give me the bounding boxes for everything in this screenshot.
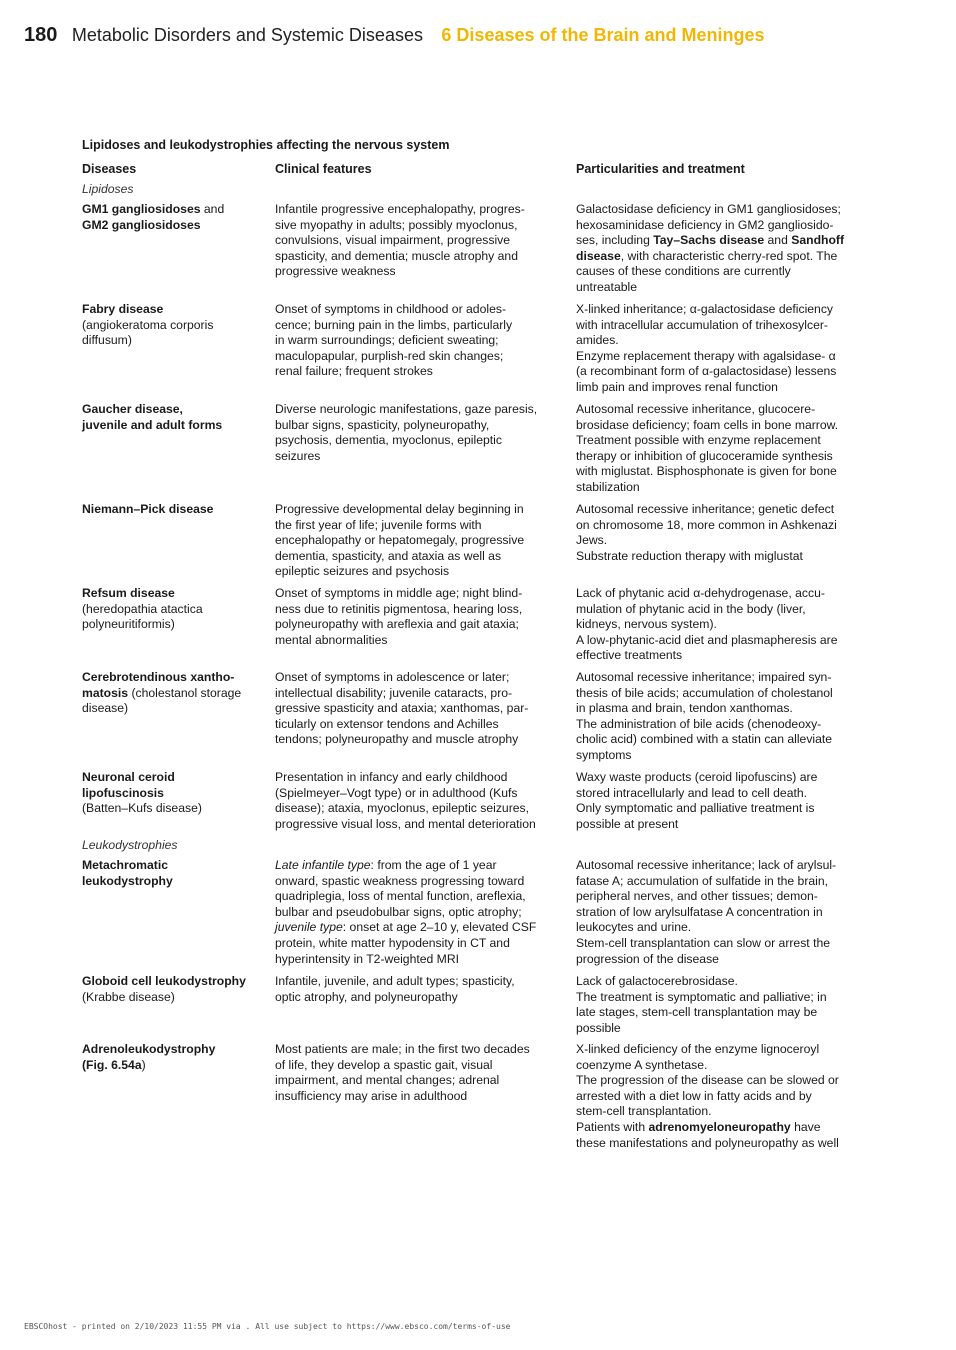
clinical-cell: Progressive developmental delay beginning in the first year of life; juvenile forms with encephalopathy or hepatomegaly, progressive dementia, spasticity, and ataxia as well as epileptic seizures and psychosis <box>275 502 525 579</box>
table-title: Lipidoses and leukodystrophies affecting the nervous system <box>82 138 450 152</box>
column-header-particulars: Particularities and treatment <box>576 162 745 176</box>
disease-cell: Neuronal ceroid lipofuscinosis (Batten–Kufs disease) <box>82 770 202 816</box>
disease-cell: Refsum disease (heredopathia atactica polyneuritiformis) <box>82 586 203 632</box>
particulars-cell: Autosomal recessive inheritance; genetic defect on chromosome 18, more common in Ashkenazi Jews. Substrate reduction therapy with miglustat <box>576 502 837 563</box>
particulars-cell: X-linked deficiency of the enzyme lignoceroyl coenzyme A synthetase. The progression of the disease can be slowed or arrested with a diet low in fatty acids and by stem-cell transplantation. Patients with adrenomyeloneuropathy have these manifestations and polyneuropathy as well <box>576 1042 839 1150</box>
disease-cell: GM1 gangliosidoses and GM2 gangliosidoses <box>82 202 225 232</box>
disease-cell: Cerebrotendinous xantho- matosis (cholestanol storage disease) <box>82 670 242 716</box>
disease-cell: Metachromatic leukodystrophy <box>82 858 173 888</box>
particulars-cell: X-linked inheritance; α-galactosidase deficiency with intracellular accumulation of trihexosylcer- amides. Enzyme replacement therapy with agalsidase- α (a recombinant form of α-galactosidase) lessens limb pain and improves renal function <box>576 302 837 394</box>
disease-cell: Gaucher disease, juvenile and adult forms <box>82 402 223 432</box>
disease-cell: Niemann–Pick disease <box>82 502 214 516</box>
particulars-cell: Autosomal recessive inheritance, glucocere- brosidase deficiency; foam cells in bone marrow. Treatment possible with enzyme replacement therapy or inhibition of glucoceramide synthesis with miglustat. Bisphosphonate is given for bone stabilization <box>576 402 839 494</box>
particulars-cell: Lack of phytanic acid α-dehydrogenase, accu- mulation of phytanic acid in the body (liver, kidneys, nervous system). A low-phytanic-acid diet and plasmapheresis are effective treatments <box>576 586 838 663</box>
clinical-cell: Diverse neurologic manifestations, gaze paresis, bulbar signs, spasticity, polyneuropathy, psychosis, dementia, myoclonus, epileptic seizures <box>275 402 538 463</box>
book-title: Metabolic Disorders and Systemic Diseases <box>71 25 423 45</box>
particulars-cell: Autosomal recessive inheritance; lack of arylsul- fatase A; accumulation of sulfatide in the brain, peripheral nerves, and other tissues; demon- stration of low arylsulfatase A concentration in leukocytes and urine. Stem-cell transplantation can slow or arrest the progression of the disease <box>576 858 837 966</box>
clinical-cell: Infantile progressive encephalopathy, progres- sive myopathy in adults; possibly myoclonus, convulsions, visual impairment, progressive spasticity, and dementia; muscle atrophy and progressive weakness <box>275 202 525 279</box>
table-row <box>82 858 882 974</box>
lipidoses-table <box>82 162 882 1182</box>
table-row <box>82 770 882 838</box>
page-number: 180 <box>24 24 58 46</box>
page-header <box>24 24 765 50</box>
disease-cell: Fabry disease (angiokeratoma corporis diffusum) <box>82 302 214 348</box>
table-row <box>82 670 882 770</box>
clinical-cell: Onset of symptoms in middle age; night blind- ness due to retinitis pigmentosa, hearing loss, polyneuropathy with areflexia and gait ataxia; mental abnormalities <box>275 586 523 647</box>
particulars-cell: Waxy waste products (ceroid lipofuscins) are stored intracellularly and lead to cell death. Only symptomatic and palliative treatment is possible at present <box>576 770 818 831</box>
particulars-cell: Lack of galactocerebrosidase. The treatment is symptomatic and palliative; in late stages, stem-cell transplantation may be possible <box>576 974 827 1035</box>
table-row <box>82 974 882 1042</box>
figure-reference-link[interactable]: (Fig. 6.54a <box>82 1057 142 1072</box>
section-label-leukodystrophies: Leukodystrophies <box>82 838 178 852</box>
disease-cell: Globoid cell leukodystrophy (Krabbe disease) <box>82 974 246 1004</box>
clinical-cell: Onset of symptoms in childhood or adoles- cence; burning pain in the limbs, particularly in warm surroundings; deficient sweating; maculopapular, purplish-red skin changes; renal failure; frequent strokes <box>275 302 513 379</box>
column-header-diseases: Diseases <box>82 162 137 176</box>
section-label-lipidoses: Lipidoses <box>82 182 134 196</box>
clinical-cell: Late infantile type: from the age of 1 year onward, spastic weakness progressing toward quadriplegia, loss of mental function, areflexia, bulbar and pseudobulbar signs, optic atrophy; juvenile type: onset at age 2–10 y, elevated CSF protein, white matter hypodensity in CT and hyperintensity in T2-weighted MRI <box>275 858 537 966</box>
particulars-cell: Autosomal recessive inheritance; impaired syn- thesis of bile acids; accumulation of cholestanol in plasma and brain, tendon xanthomas. The administration of bile acids (chenodeoxy- cholic acid) combined with a statin can alleviate symptoms <box>576 670 833 762</box>
column-header-clinical: Clinical features <box>275 162 372 176</box>
clinical-cell: Presentation in infancy and early childhood (Spielmeyer–Vogt type) or in adulthood (Kufs disease); ataxia, myoclonus, epileptic seizures, progressive visual loss, and mental deterioration <box>275 770 536 831</box>
clinical-cell: Most patients are male; in the first two decades of life, they develop a spastic gait, visual impairment, and mental changes; adrenal insufficiency may arise in adulthood <box>275 1042 530 1103</box>
particulars-cell: Galactosidase deficiency in GM1 gangliosidoses; hexosaminidase deficiency in GM2 gangliosido- ses, including Tay–Sachs disease and Sandhoff disease, with characteristic cherry-red spot. The causes of these conditions are currently untreatable <box>576 202 845 294</box>
table-row <box>82 302 882 402</box>
clinical-cell: Infantile, juvenile, and adult types; spasticity, optic atrophy, and polyneuropathy <box>275 974 515 1004</box>
table-header-row <box>82 162 882 182</box>
table-row <box>82 1042 882 1182</box>
chapter-title: 6 Diseases of the Brain and Meninges <box>441 25 765 45</box>
clinical-cell: Onset of symptoms in adolescence or later; intellectual disability; juvenile cataracts, pro- gressive spasticity and ataxia; xanthomas, par- ticularly on extensor tendons and Achilles tendons; polyneuropathy and muscle atrophy <box>275 670 529 747</box>
table-row <box>82 502 882 586</box>
footer-notice: EBSCOhost - printed on 2/10/2023 11:55 PM via . All use subject to https://www.ebsco.com/terms-of-use <box>24 1322 511 1331</box>
table-row <box>82 402 882 502</box>
table-row <box>82 202 882 302</box>
table-row <box>82 586 882 670</box>
disease-cell: Adrenoleukodystrophy (Fig. 6.54a) <box>82 1042 216 1072</box>
